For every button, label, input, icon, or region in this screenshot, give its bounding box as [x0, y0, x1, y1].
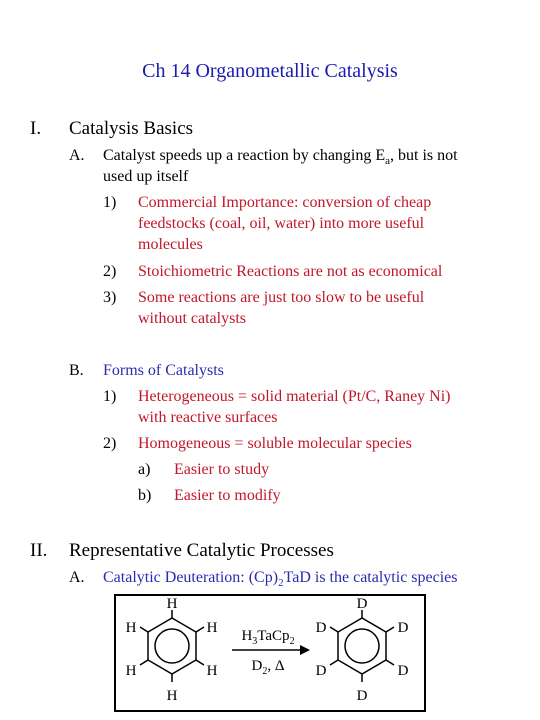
text-fragment: Ta: [283, 569, 300, 586]
subitem-text-cont: with reactive surfaces: [138, 409, 278, 426]
section-numeral: I.: [30, 118, 42, 139]
benzene-ring: [140, 610, 204, 682]
atom-label: D: [397, 620, 409, 636]
atom-label: D: [356, 596, 368, 612]
atom-label: H: [166, 596, 178, 612]
atom-label: D: [397, 663, 409, 679]
atom-label: H: [206, 620, 218, 636]
text-fragment: , but is not: [390, 147, 458, 164]
benzene-ring: [330, 610, 394, 682]
atom-label: H: [125, 620, 137, 636]
reaction-scheme: [114, 594, 426, 712]
subitem-number: 2): [103, 263, 117, 280]
item-text: [103, 147, 458, 167]
item-letter: B.: [69, 362, 84, 379]
subscript: 2: [278, 577, 284, 590]
subitem-text: Homogeneous = soluble molecular species: [138, 435, 412, 452]
conditions-label: $D_2$, Δ: [251, 658, 285, 677]
item-letter: A.: [69, 147, 85, 164]
subitem-text: Some reactions are just too slow to be useful: [138, 289, 425, 306]
item-text-cont: used up itself: [103, 168, 189, 185]
section-heading: Representative Catalytic Processes: [69, 540, 334, 561]
text-fragment: Catalytic Deuteration: (Cp): [103, 569, 279, 586]
atom-label: H: [166, 688, 178, 704]
reaction-arrow: [232, 645, 310, 655]
atom-label: D: [315, 620, 327, 636]
subitem-number: 3): [103, 289, 117, 306]
section-heading: Catalysis Basics: [69, 118, 194, 139]
item-text: [103, 569, 458, 589]
reaction-diagram: [116, 596, 424, 710]
subsubitem-letter: a): [138, 461, 151, 478]
atom-label: H: [125, 663, 137, 679]
subsubitem-letter: b): [138, 487, 152, 504]
subitem-text-cont: molecules: [138, 236, 203, 253]
section-numeral: II.: [30, 540, 48, 561]
subitem-text-cont: feedstocks (coal, oil, water) into more useful: [138, 215, 425, 232]
subitem-text: Stoichiometric Reactions are not as economical: [138, 263, 443, 280]
atom-label: D: [356, 688, 368, 704]
page-title: Ch 14 Organometallic Catalysis: [142, 60, 398, 82]
atom-label: H: [206, 663, 218, 679]
subitem-text: Commercial Importance: conversion of cheap: [138, 194, 432, 211]
subitem-text: Heterogeneous = solid material (Pt/C, Raney Ni): [138, 388, 451, 405]
item-letter: A.: [69, 569, 85, 586]
subitem-text-cont: without catalysts: [138, 310, 246, 327]
subitem-number: 1): [103, 388, 117, 405]
subitem-number: 2): [103, 435, 117, 452]
subsubitem-text: Easier to modify: [174, 487, 281, 504]
text-fragment: Catalyst speeds up a reaction by changing E: [103, 147, 386, 164]
subsubitem-text: Easier to study: [174, 461, 270, 478]
item-text: Forms of Catalysts: [103, 362, 224, 379]
reagent-label: $H_3TaCp_2$: [241, 628, 295, 647]
subitem-number: 1): [103, 194, 117, 211]
atom-label: D: [315, 663, 327, 679]
subscript: a: [385, 155, 391, 168]
text-fragment: D is the catalytic species: [299, 569, 458, 586]
